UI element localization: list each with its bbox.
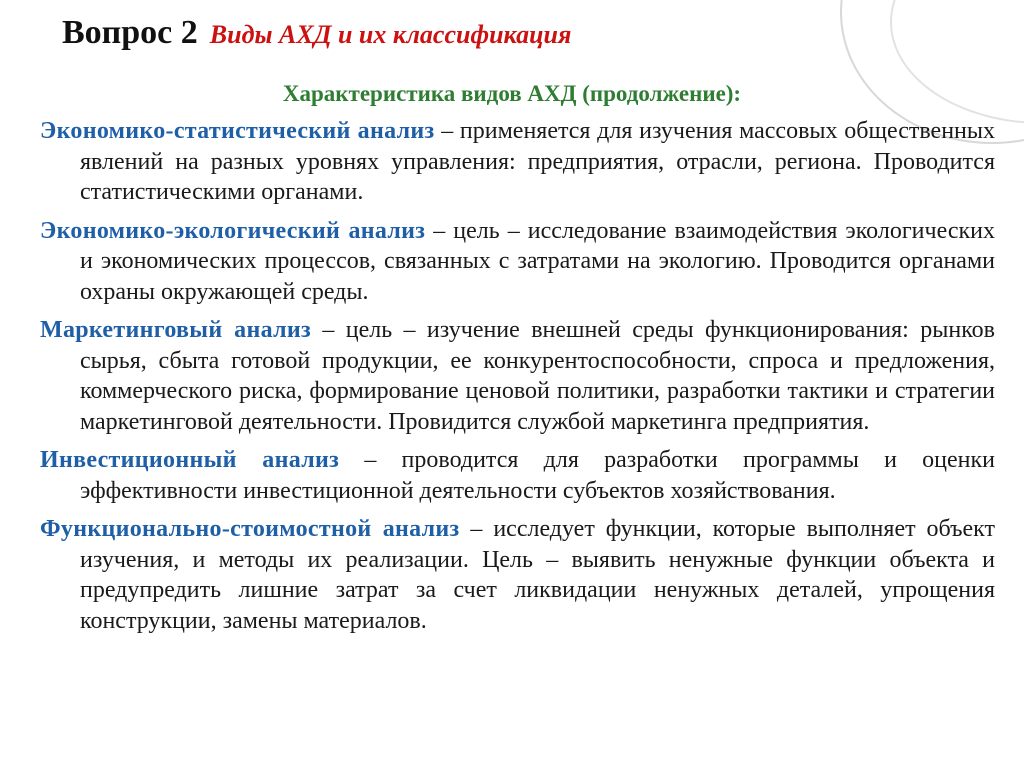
list-item-economic-ecological [40, 216, 995, 308]
item-text: – исследует функции, которые выполняет объект изучения, и методы их реализации. Цель – выявить ненужные функции объекта и предупредить лишние затрат за счет ликвидации ненужных деталей, упрощения конструкции, замены материалов. [80, 516, 995, 634]
item-term: Экономико-экологический анализ [40, 217, 426, 244]
list-item-functional-cost [40, 514, 995, 636]
item-term: Экономико-статистический анализ [40, 118, 435, 144]
item-term: Инвестиционный анализ [40, 447, 340, 473]
list-item-investment [40, 445, 995, 506]
slide-subtitle: Характеристика видов АХД (продолжение): [282, 81, 742, 106]
item-term: Функционально-стоимостной анализ [40, 516, 460, 542]
item-text: – проводится для разработки программы и оценки эффективности инвестиционной деятельности субъектов хозяйствования. [80, 447, 996, 504]
content-list [40, 116, 995, 644]
slide-title-main: Вопрос 2 [62, 14, 198, 51]
item-text: – цель – исследование взаимодействия экологических и экономических процессов, связанных с затратами на экологию. Проводится органами охраны окружающей среды. [80, 217, 995, 305]
item-term: Маркетинговый анализ [40, 317, 311, 343]
list-item-marketing [40, 315, 995, 437]
list-item-economic-statistical [40, 116, 995, 208]
slide-title [62, 14, 571, 52]
slide-title-sub: Виды АХД и их классификация [209, 20, 572, 49]
item-text: – применяется для изучения массовых общественных явлений на разных уровнях управления: предприятия, отрасли, региона. Проводится статистическими органами. [80, 118, 996, 205]
item-text: – цель – изучение внешней среды функционирования: рынков сырья, сбыта готовой продукции, ее конкурентоспособности, спроса и предложения, коммерческого риска, формирование ценовой политики, разработки тактики и стратегии маркетинговой деятельности. Провидится службой маркетинга предприятия. [80, 317, 995, 435]
